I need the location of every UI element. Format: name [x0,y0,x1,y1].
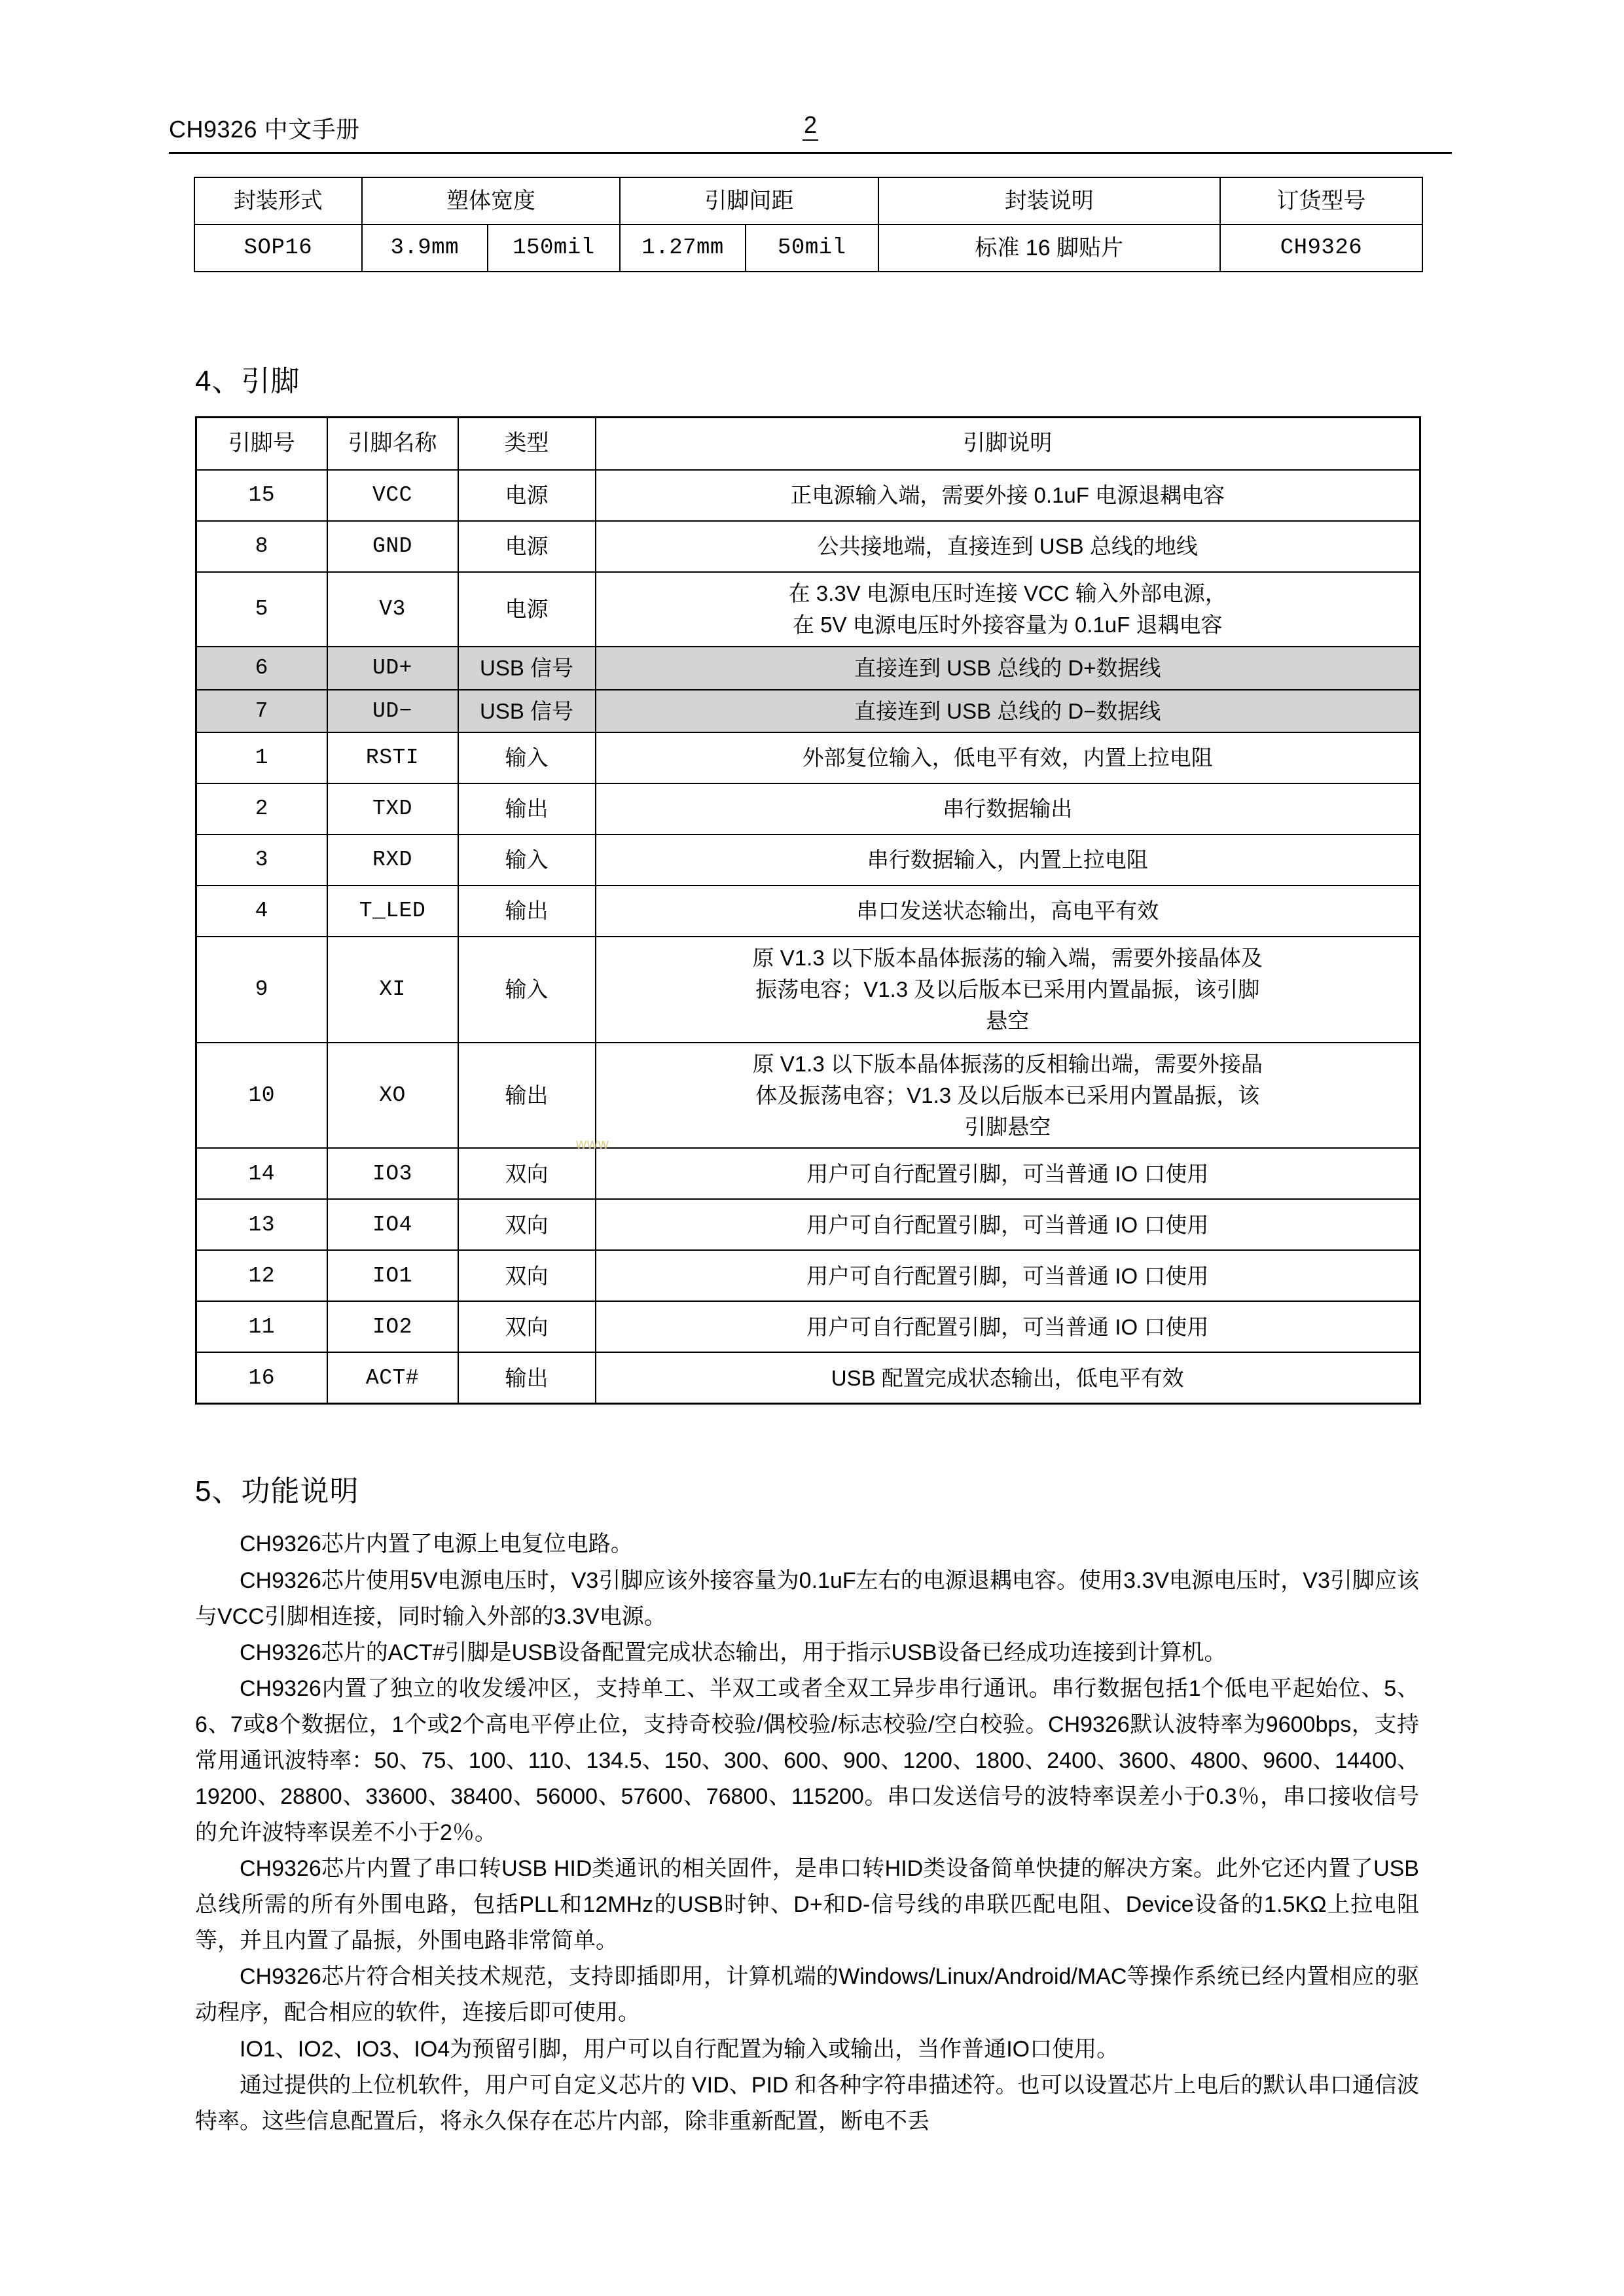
table-row [196,1148,1420,1199]
pin-number: 7 [196,690,327,733]
table-row [196,1352,1420,1404]
pin-description [596,937,1420,1043]
package-width-mm: 3.9mm [362,224,488,272]
pin-type: 电源 [458,572,596,647]
table-row [196,783,1420,834]
pin-number: 3 [196,834,327,886]
pin-number: 9 [196,937,327,1043]
pin-number: 8 [196,521,327,572]
package-header-pitch: 引脚间距 [620,177,878,224]
pin-description [596,521,1420,572]
body-paragraph: CH9326芯片内置了电源上电复位电路。 [240,1532,633,1557]
page-number [803,111,818,139]
pin-description [596,1043,1420,1149]
pin-name: ACT# [327,1352,458,1404]
package-form: SOP16 [194,224,362,272]
pin-description-line: 直接连到 USB 总线的 D+数据线 [854,655,1161,680]
pin-type: USB 信号 [458,647,596,690]
pin-type: USB 信号 [458,690,596,733]
table-row [194,177,1422,224]
body-paragraph: CH9326芯片使用5V电源电压时，V3引脚应该外接容量为0.1uF左右的电源退耦电容。使用3.3V电源电压时，V3引脚应该与VCC引脚相连接，同时输入外部的3.3V电源。 [195,1568,1419,1629]
pin-name: IO2 [327,1301,458,1352]
pin-type: 输入 [458,937,596,1043]
pin-number: 5 [196,572,327,647]
pin-description-line: 串行数据输入，内置上拉电阻 [867,848,1148,872]
pin-number: 1 [196,732,327,783]
package-width-mil: 150mil [488,224,621,272]
pin-name: UD+ [327,647,458,690]
table-row [194,224,1422,272]
table-row [196,418,1420,471]
section-5-title: 5、功能说明 [195,1475,359,1508]
page-header [169,111,1452,162]
pin-name: XI [327,937,458,1043]
pin-description [596,1250,1420,1301]
table-row [196,834,1420,886]
document-title: CH9326 中文手册 [169,116,360,143]
pin-type: 双向 [458,1199,596,1250]
pin-description-line: 原 V1.3 以下版本晶体振荡的反相输出端，需要外接晶 [752,1051,1263,1076]
pin-type: 双向 [458,1301,596,1352]
package-header-order: 订货型号 [1220,177,1422,224]
package-note: 标准 16 脚贴片 [878,224,1220,272]
table-row [196,732,1420,783]
package-header-width: 塑体宽度 [362,177,620,224]
section-4-title: 4、引脚 [195,365,300,397]
package-pitch-mil: 50mil [746,224,878,272]
pin-name: T_LED [327,886,458,937]
pin-type: 双向 [458,1148,596,1199]
package-pitch-mm: 1.27mm [620,224,746,272]
pin-description [596,732,1420,783]
pin-number: 10 [196,1043,327,1149]
pin-description-line: 用户可自行配置引脚，可当普通 IO 口使用 [806,1263,1209,1288]
pin-name: RXD [327,834,458,886]
pin-description-line: 悬空 [986,1009,1030,1033]
pin-header-desc: 引脚说明 [596,418,1420,471]
pin-name: V3 [327,572,458,647]
pin-description-line: 串口发送状态输出，高电平有效 [856,899,1159,924]
pin-type: 输出 [458,783,596,834]
pin-type: 输入 [458,732,596,783]
table-row [196,521,1420,572]
pin-description-line: 串行数据输出 [943,797,1073,821]
pin-description [596,1199,1420,1250]
pin-type: 双向 [458,1250,596,1301]
pin-name: RSTI [327,732,458,783]
pin-header-type: 类型 [458,418,596,471]
pin-type: 输出 [458,1352,596,1404]
pin-description [596,470,1420,521]
pin-description [596,1352,1420,1404]
pin-description [596,647,1420,690]
page-content [169,111,1452,2140]
body-paragraph: CH9326芯片内置了串口转USB HID类通讯的相关固件，是串口转HID类设备简单快捷的解决方案。此外它还内置了USB总线所需的所有外围电路，包括PLL和12MHz的USB时钟、D+和D-信号线的串联匹配电阻、Device设备的1.5KΩ上拉电阻等，并且内置了晶振，外围电路非常简单。 [195,1856,1419,1954]
package-table [194,177,1423,272]
pin-description-line: 振荡电容；V1.3 及以后版本已采用内置晶振，该引脚 [755,977,1260,1002]
pin-header-no: 引脚号 [196,418,327,471]
pin-number: 2 [196,783,327,834]
body-paragraph: CH9326内置了独立的收发缓冲区，支持单工、半双工或者全双工异步串行通讯。串行数据包括1个低电平起始位、5、6、7或8个数据位，1个或2个高电平停止位，支持奇校验/偶校验/标志校验/空白校验。CH9326默认波特率为9600bps，支持常用通讯波特率：50、75、100、110、134.5、150、300、600、900、1200、1800、2400、3600、4800、9600、14400、19200、28800、33600、38400、56000、57600、76800、115200。串口发送信号的波特率误差小于0.3％，串口接收信号的允许波特率误差不小于2％。 [195,1676,1419,1846]
pin-description-line: 公共接地端，直接连到 USB 总线的地线 [817,534,1198,559]
pin-name: UD− [327,690,458,733]
pin-name: TXD [327,783,458,834]
section-5-body [169,1526,1452,2139]
body-paragraph: 通过提供的上位机软件，用户可自定义芯片的 VID、PID 和各种字符串描述符。也可以设置芯片上电后的默认串口通信波特率。这些信息配置后，将永久保存在芯片内部，除非重新配置，断电不丢 [195,2072,1419,2134]
pin-description [596,1301,1420,1352]
pin-description [596,690,1420,733]
table-row [196,1043,1420,1149]
pin-number: 14 [196,1148,327,1199]
page-number-value: 2 [803,111,818,141]
table-row [196,1199,1420,1250]
table-row [196,1250,1420,1301]
pin-name: IO4 [327,1199,458,1250]
pin-type: 电源 [458,521,596,572]
pin-description [596,783,1420,834]
table-row [196,572,1420,647]
pin-type: 电源 [458,470,596,521]
pin-description-line: 在 3.3V 电源电压时连接 VCC 输入外部电源， [788,581,1227,605]
pin-description-line: 在 5V 电源电压时外接容量为 0.1uF 退耦电容 [793,612,1223,637]
table-row [196,937,1420,1043]
pin-number: 13 [196,1199,327,1250]
body-paragraph: CH9326芯片的ACT#引脚是USB设备配置完成状态输出，用于指示USB设备已经成功连接到计算机。 [240,1640,1227,1665]
header-divider [169,152,1452,154]
pin-description-line: 外部复位输入，低电平有效，内置上拉电阻 [802,745,1213,770]
pin-type: 输入 [458,834,596,886]
pin-description-line: USB 配置完成状态输出，低电平有效 [831,1365,1184,1390]
pin-name: IO1 [327,1250,458,1301]
pin-description [596,572,1420,647]
table-row [196,647,1420,690]
package-header-form: 封装形式 [194,177,362,224]
pin-number: 16 [196,1352,327,1404]
table-row [196,886,1420,937]
table-row [196,470,1420,521]
pin-description-line: 引脚悬空 [964,1114,1051,1139]
pin-description-line: 用户可自行配置引脚，可当普通 IO 口使用 [806,1314,1209,1339]
pin-number: 11 [196,1301,327,1352]
pin-name: GND [327,521,458,572]
package-order-code: CH9326 [1220,224,1422,272]
pin-description [596,834,1420,886]
pin-header-name: 引脚名称 [327,418,458,471]
watermark-text: www [576,1136,609,1152]
pin-description-line: 原 V1.3 以下版本晶体振荡的输入端，需要外接晶体及 [752,946,1263,971]
pin-number: 4 [196,886,327,937]
package-header-note: 封装说明 [878,177,1220,224]
pin-table [195,416,1421,1405]
pin-description-line: 正电源输入端，需要外接 0.1uF 电源退耦电容 [790,483,1225,508]
pin-type: 输出 [458,1043,596,1149]
pin-description [596,1148,1420,1199]
table-row [196,1301,1420,1352]
pin-name: IO3 [327,1148,458,1199]
body-paragraph: IO1、IO2、IO3、IO4为预留引脚，用户可以自行配置为输入或输出，当作普通IO口使用。 [240,2036,1119,2062]
pin-description-line: 体及振荡电容；V1.3 及以后版本已采用内置晶振，该 [755,1083,1260,1107]
pin-description [596,886,1420,937]
pin-description-line: 用户可自行配置引脚，可当普通 IO 口使用 [806,1212,1209,1237]
pin-description-line: 用户可自行配置引脚，可当普通 IO 口使用 [806,1161,1209,1186]
pin-name: VCC [327,470,458,521]
pin-number: 6 [196,647,327,690]
body-paragraph: CH9326芯片符合相关技术规范，支持即插即用，计算机端的Windows/Linux/Android/MAC等操作系统已经内置相应的驱动程序，配合相应的软件，连接后即可使用。 [195,1964,1419,2026]
pin-name: XO [327,1043,458,1149]
pin-description-line: 直接连到 USB 总线的 D−数据线 [854,698,1161,723]
table-row [196,690,1420,733]
pin-type: 输出 [458,886,596,937]
pin-number: 12 [196,1250,327,1301]
pin-number: 15 [196,470,327,521]
